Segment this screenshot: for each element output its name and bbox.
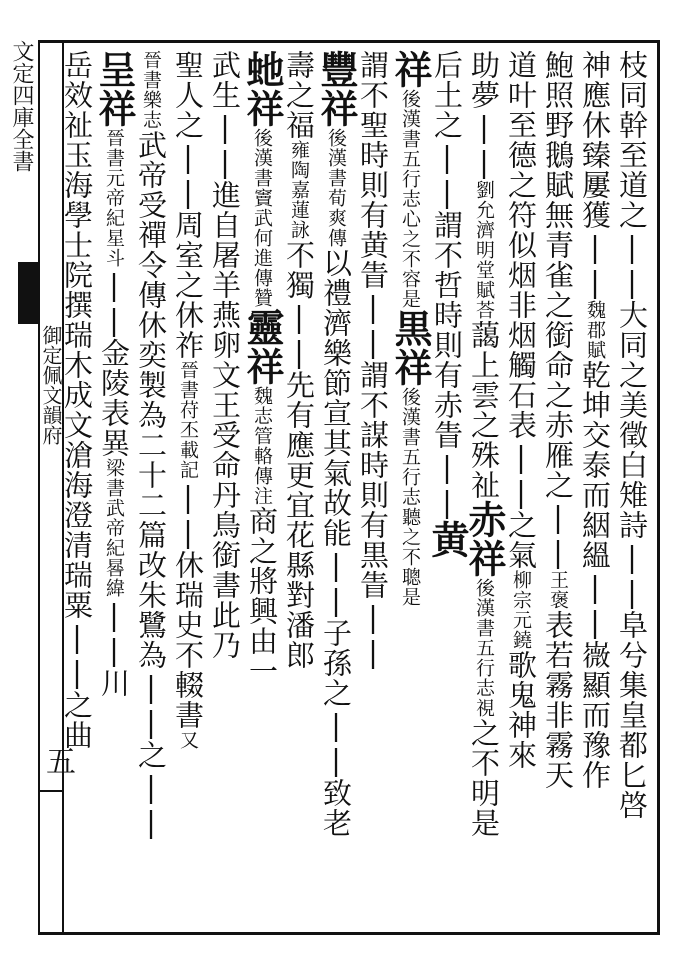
text-column (240, 50, 285, 930)
text-column (539, 50, 577, 930)
text-column (354, 50, 392, 930)
side-fragment-text: 文定四庫全書 (9, 40, 34, 172)
body-text: 枝同幹至道之||大同之美徵白雉詩||阜兮集皇都匕啓 (615, 50, 649, 820)
text-column (425, 50, 470, 930)
body-text: 以禮濟樂節宣其氣故能||子孫之||致老 (319, 248, 353, 838)
source-note: 後漢書五行志聽之不聰是 (399, 387, 421, 607)
source-note: 雍陶嘉蓮詠 (288, 140, 310, 240)
body-text: 武帝受禪令傳休奕製為二十二篇改朱鷺為||之|| (134, 130, 168, 840)
body-text: 歌鬼神來 (504, 650, 538, 770)
source-note: 後漢書竇武何進傳贊 (251, 128, 273, 308)
side-book-title: 御定佩文韻府 (39, 325, 63, 445)
source-note: 後漢書荀爽傳 (325, 128, 347, 248)
body-text: 謂不謀時則有黒眚|| (356, 360, 390, 670)
body-text: 后土之|| (430, 50, 464, 210)
body-text: 謂不聖時則有黄眚|| (356, 50, 390, 360)
source-note: 柳宗元鐃 (510, 570, 532, 650)
body-text: 聖人之||周室之休祚 (171, 50, 205, 360)
text-column (388, 50, 433, 930)
headword: 黄 (425, 520, 470, 559)
bottom-border (40, 932, 660, 935)
text-column (314, 50, 359, 930)
body-text: 武生||進自屠羊 (208, 50, 242, 300)
text-column (206, 50, 244, 930)
text-column (58, 50, 96, 930)
source-note: 魏郡賦 (584, 300, 606, 360)
text-column (576, 50, 614, 930)
source-note: 王褒 (547, 570, 569, 610)
text-column (462, 50, 507, 930)
body-text: ||休瑞史不輟書 (171, 480, 205, 730)
headword: 赤祥 (462, 500, 507, 578)
body-text: 藹上雲之殊祉 (467, 320, 501, 500)
headword: 豐祥 (314, 50, 359, 128)
body-text: 壽之福 (282, 50, 316, 140)
headword: 祥 (388, 50, 433, 89)
headword: 黒祥 (388, 309, 433, 387)
text-column (613, 50, 651, 930)
body-text: 商之將興由一 (245, 506, 279, 686)
text-column (92, 50, 137, 930)
source-note: 後漢書五行志心之不容是 (399, 89, 421, 309)
body-text: ||金陵表異 (97, 268, 131, 458)
body-text: ||川 (97, 598, 131, 698)
page-number: 五 (46, 745, 76, 780)
source-note: 又 (177, 730, 199, 750)
outer-left-border (38, 40, 40, 935)
text-column (169, 50, 207, 930)
body-text: 鮑照野鵝賦無青雀之銜命之赤雁之|| (541, 50, 575, 570)
body-text: 神應休臻屢獲|| (578, 50, 612, 300)
top-border (40, 40, 660, 43)
text-column (280, 50, 318, 930)
source-note: 晉書元帝紀星斗 (103, 128, 125, 268)
source-note: 晉書樂志 (140, 50, 162, 130)
body-text: 表若霧非霧天 (541, 610, 575, 790)
source-note: 後漢書五行志視 (473, 578, 495, 718)
body-text: 燕卵文王受命丹鳥銜書此乃 (208, 300, 242, 660)
body-text: 之不明是 (467, 718, 501, 838)
source-note: 梁書武帝紀晷緯 (103, 458, 125, 598)
body-text: 乾坤交泰而絪縕||嶶顯而豫作 (578, 360, 612, 790)
text-column (132, 50, 170, 930)
body-text: 道叶至德之符似烟非烟觸石表||之氣 (504, 50, 538, 570)
source-note: 魏志管輅傳注 (251, 386, 273, 506)
right-border (657, 40, 660, 935)
headword: 呈祥 (92, 50, 137, 128)
body-text: 助夢|| (467, 50, 501, 180)
body-text: 不獨||先有應更宜花縣對潘郎 (282, 240, 316, 670)
headword: 虵祥 (240, 50, 285, 128)
source-note: 劉允濟明堂賦荅 (473, 180, 495, 320)
text-column (502, 50, 540, 930)
source-note: 晉書苻丕載記 (177, 360, 199, 480)
body-text: 岳效祉玉海學士院撰瑞木成文滄海澄清瑞粟||之曲 (60, 50, 94, 750)
headword: 靈祥 (240, 308, 285, 386)
body-text: 謂不哲時則有赤眚|| (430, 210, 464, 520)
